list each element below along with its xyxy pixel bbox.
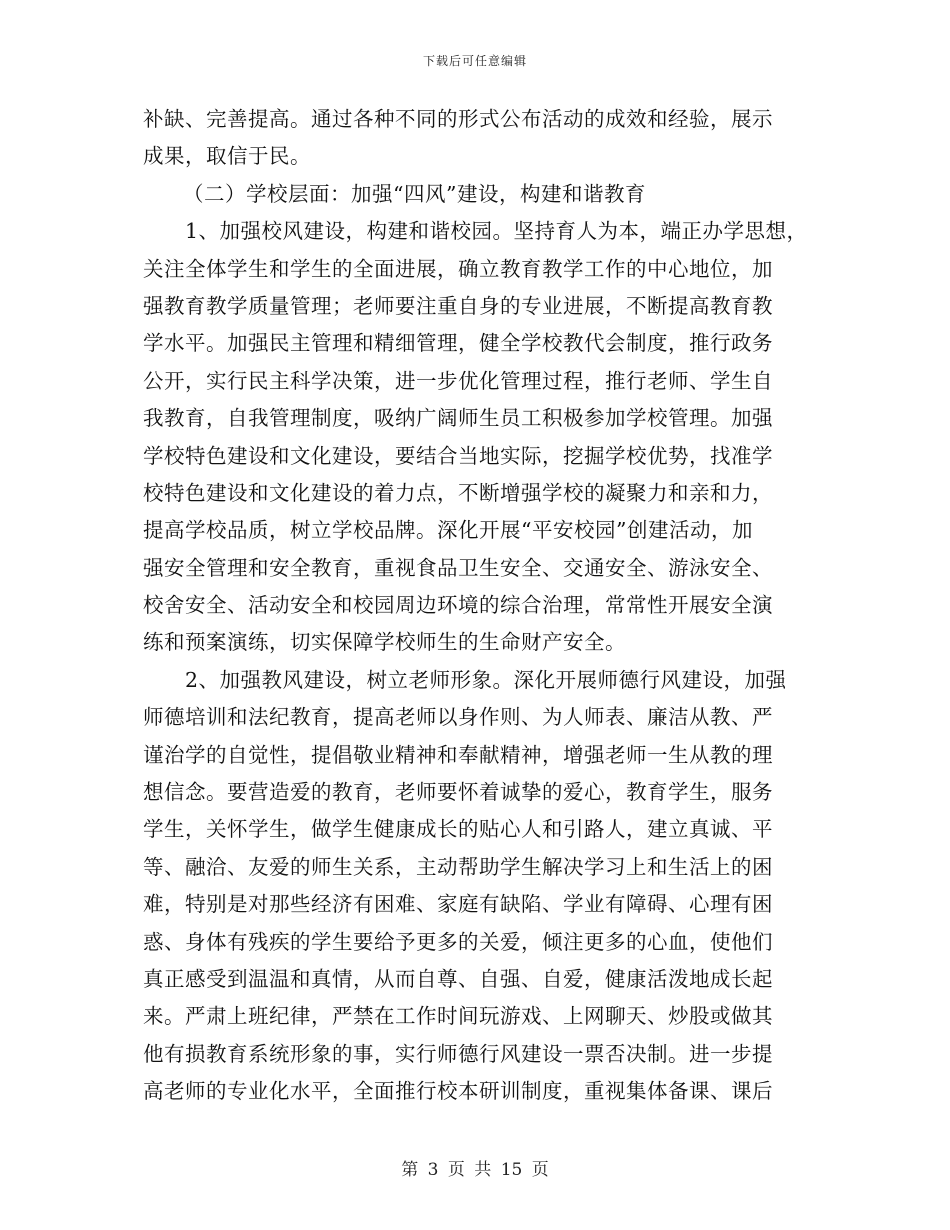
body-line: 强安全管理和安全教育，重视食品卫生安全、交通安全、游泳安全、 (143, 555, 773, 580)
body-line: 校特色建设和文化建设的着力点，不断增强学校的凝聚力和亲和力， (143, 480, 773, 505)
body-line: 练和预案演练，切实保障学校师生的生命财产安全。 (143, 630, 626, 655)
body-line: 我教育，自我管理制度，吸纳广阔师生员工积极参加学校管理。加强 (143, 406, 773, 431)
body-line: 来。严肃上班纪律，严禁在工作时间玩游戏、上网聊天、炒股或做其 (143, 1004, 773, 1029)
body-line: 高老师的专业化水平，全面推行校本研训制度，重视集体备课、课后 (143, 1079, 773, 1104)
body-line: 提高学校品质，树立学校品牌。深化开展“平安校园”创建活动，加 (143, 518, 753, 543)
document-body (143, 101, 808, 1111)
body-line: 他有损教育系统形象的事，实行师德行风建设一票否决制。进一步提 (143, 1041, 773, 1066)
body-line: 师德培训和法纪教育，提高老师以身作则、为人师表、廉洁从教、严 (143, 705, 773, 730)
body-line: 真正感受到温温和真情，从而自尊、自强、自爱，健康活泼地成长起 (143, 966, 773, 991)
body-line: 惑、身体有残疾的学生要给予更多的关爱，倾注更多的心血，使他们 (143, 929, 773, 954)
paragraph-start: 1、加强校风建设，构建和谐校园。坚持育人为本，端正办学思想， (185, 219, 808, 244)
paragraph-start: 2、加强教风建设，树立老师形象。深化开展师德行风建设，加强 (185, 667, 787, 692)
body-line: 成果，取信于民。 (143, 144, 311, 169)
page-header-note: 下载后可任意编辑 (422, 54, 527, 68)
body-line: 强教育教学质量管理；老师要注重自身的专业进展，不断提高教育教 (143, 293, 773, 318)
body-line: 等、融洽、友爱的师生关系，主动帮助学生解决学习上和生活上的困 (143, 854, 773, 879)
body-line: 谨治学的自觉性，提倡敬业精神和奉献精神，增强老师一生从教的理 (143, 742, 773, 767)
body-line: 难，特别是对那些经济有困难、家庭有缺陷、学业有障碍、心理有困 (143, 892, 773, 917)
body-line: 想信念。要营造爱的教育，老师要怀着诚挚的爱心，教育学生，服务 (143, 780, 773, 805)
section-heading: （二）学校层面：加强“四风”建设，构建和谐教育 (183, 181, 646, 206)
body-line: 学校特色建设和文化建设，要结合当地实际，挖掘学校优势，找准学 (143, 443, 773, 468)
body-line: 公开，实行民主科学决策，进一步优化管理过程，推行老师、学生自 (143, 368, 773, 393)
body-line: 校舍安全、活动安全和校园周边环境的综合治理，常常性开展安全演 (143, 593, 773, 618)
body-line: 学生，关怀学生，做学生健康成长的贴心人和引路人，建立真诚、平 (143, 817, 773, 842)
body-line: 关注全体学生和学生的全面进展，确立教育教学工作的中心地位，加 (143, 256, 773, 281)
page-number: 第 3 页 共 15 页 (401, 1160, 549, 1180)
body-line: 补缺、完善提高。通过各种不同的形式公布活动的成效和经验，展示 (143, 107, 773, 131)
body-line: 学水平。加强民主管理和精细管理，健全学校教代会制度，推行政务 (143, 331, 773, 356)
